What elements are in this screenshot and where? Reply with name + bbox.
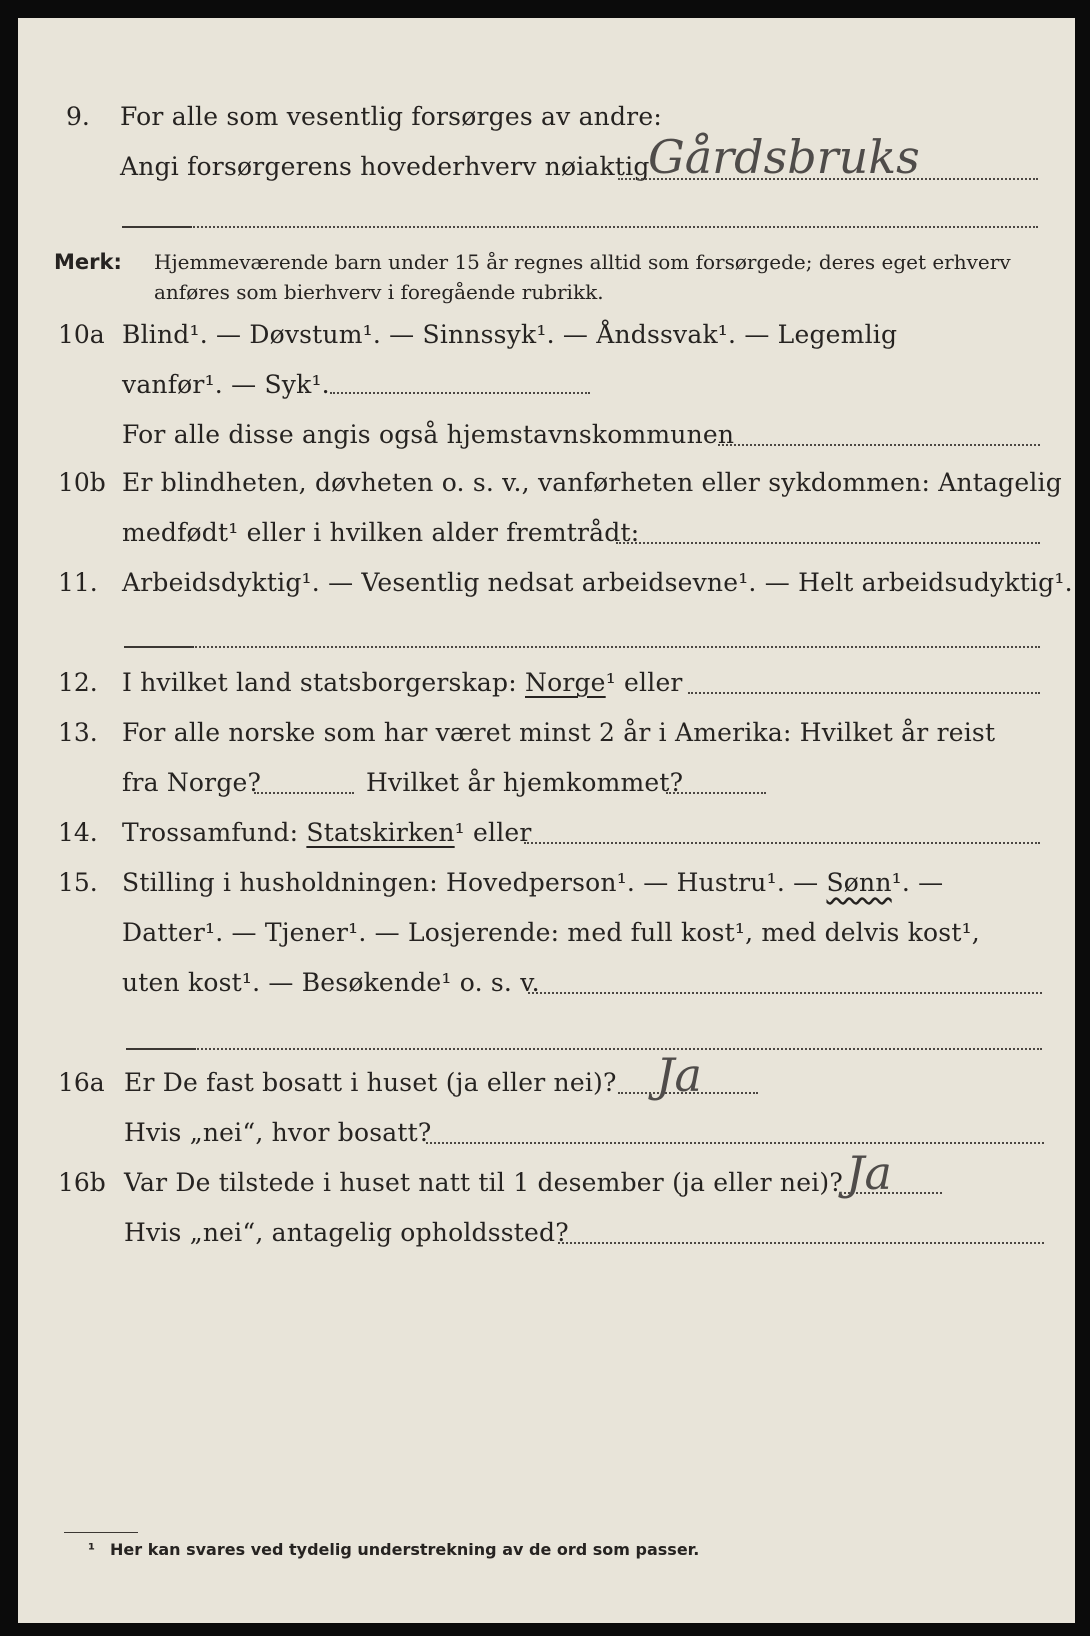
q11-answer-line xyxy=(124,646,1040,648)
q14-answer-line xyxy=(524,842,1040,844)
q16b-handwritten-answer: Ja xyxy=(846,1146,892,1200)
q15-rule-start xyxy=(126,1048,196,1050)
q9-extra-line xyxy=(122,226,1038,228)
q15-underlined-answer: Sønn xyxy=(826,868,892,897)
q10a-line1: Blind¹. — Døvstum¹. — Sinnssyk¹. — Åndssvak¹. — Legemlig xyxy=(122,320,898,349)
q10b-line2: medfødt¹ eller i hvilken alder fremtrådt: xyxy=(122,518,640,547)
q9-question-line1: For alle som vesentlig forsørges av andre: xyxy=(120,102,662,131)
q16b-number: 16b xyxy=(58,1168,106,1197)
merk-text-line2: anføres som bierhverv i foregående rubrikk. xyxy=(154,280,604,304)
q10a-line3: For alle disse angis også hjemstavnskommunen xyxy=(122,420,735,449)
q12-suffix: ¹ eller xyxy=(605,668,683,697)
q16b-location-line xyxy=(558,1242,1044,1244)
q10a-answer-line xyxy=(330,392,590,394)
q14-prefix: Trossamfund: xyxy=(122,818,307,847)
q15-number: 15. xyxy=(58,868,98,897)
footnote-mark: ¹ xyxy=(88,1540,96,1559)
q15-line2: Datter¹. — Tjener¹. — Losjerende: med full kost¹, med delvis kost¹, xyxy=(122,918,980,947)
merk-text-line1: Hjemmeværende barn under 15 år regnes alltid som forsørgede; deres eget erhverv xyxy=(154,250,1011,274)
q15-extra-line xyxy=(126,1048,1042,1050)
q9-rule-start xyxy=(122,226,192,228)
q10b-line1: Er blindheten, døvheten o. s. v., vanførheten eller sykdommen: Antagelig xyxy=(122,468,1062,497)
q15-answer-line xyxy=(528,992,1042,994)
q16b-line1: Var De tilstede i huset natt til 1 desember (ja eller nei)? xyxy=(124,1168,843,1197)
q12-prefix: I hvilket land statsborgerskap: xyxy=(122,668,525,697)
q10a-line2: vanfør¹. — Syk¹. xyxy=(122,370,330,399)
q12-line xyxy=(122,668,683,697)
q14-underlined-answer: Statskirken xyxy=(306,818,455,847)
q12-number: 12. xyxy=(58,668,98,697)
q16a-number: 16a xyxy=(58,1068,105,1097)
q9-number: 9. xyxy=(66,102,90,131)
q15-line1 xyxy=(122,868,943,897)
q10a-home-municipality-line xyxy=(718,444,1040,446)
q16a-handwritten-answer: Ja xyxy=(656,1048,702,1102)
q9-question-line2: Angi forsørgerens hovederhverv nøiaktig xyxy=(120,152,650,181)
q11-line1: Arbeidsdyktig¹. — Vesentlig nedsat arbeidsevne¹. — Helt arbeidsudyktig¹. xyxy=(122,568,1073,597)
q10a-number: 10a xyxy=(58,320,105,349)
q14-number: 14. xyxy=(58,818,98,847)
census-form-page xyxy=(18,18,1075,1623)
merk-label: Merk: xyxy=(54,250,122,274)
q13-line2a: fra Norge? xyxy=(122,768,262,797)
q13-line2b: Hvilket år hjemkommet? xyxy=(366,768,684,797)
q11-number: 11. xyxy=(58,568,98,597)
footnote-rule xyxy=(64,1532,138,1533)
q13-return-year-line xyxy=(666,792,766,794)
q12-answer-line xyxy=(688,692,1040,694)
q16a-line2: Hvis „nei“, hvor bosatt? xyxy=(124,1118,432,1147)
q16a-line1: Er De fast bosatt i huset (ja eller nei)? xyxy=(124,1068,617,1097)
q14-suffix: ¹ eller xyxy=(454,818,532,847)
q16b-line2: Hvis „nei“, antagelig opholdssted? xyxy=(124,1218,569,1247)
q15-line3: uten kost¹. — Besøkende¹ o. s. v. xyxy=(122,968,540,997)
q14-line xyxy=(122,818,532,847)
q13-departure-year-line xyxy=(254,792,354,794)
q15-line1a: Stilling i husholdningen: Hovedperson¹. — Hustru¹. — xyxy=(122,868,827,897)
q10b-answer-line xyxy=(616,542,1040,544)
q13-line1: For alle norske som har været minst 2 år i Amerika: Hvilket år reist xyxy=(122,718,996,747)
q11-rule-start xyxy=(124,646,194,648)
q15-line1c: ¹. — xyxy=(891,868,944,897)
q16a-residence-line xyxy=(426,1142,1044,1144)
q10b-number: 10b xyxy=(58,468,106,497)
q13-number: 13. xyxy=(58,718,98,747)
q12-underlined-answer: Norge xyxy=(525,668,606,697)
footnote-text: Her kan svares ved tydelig understrekning av de ord som passer. xyxy=(110,1540,700,1559)
q9-handwritten-answer: Gårdsbruks xyxy=(648,130,920,184)
